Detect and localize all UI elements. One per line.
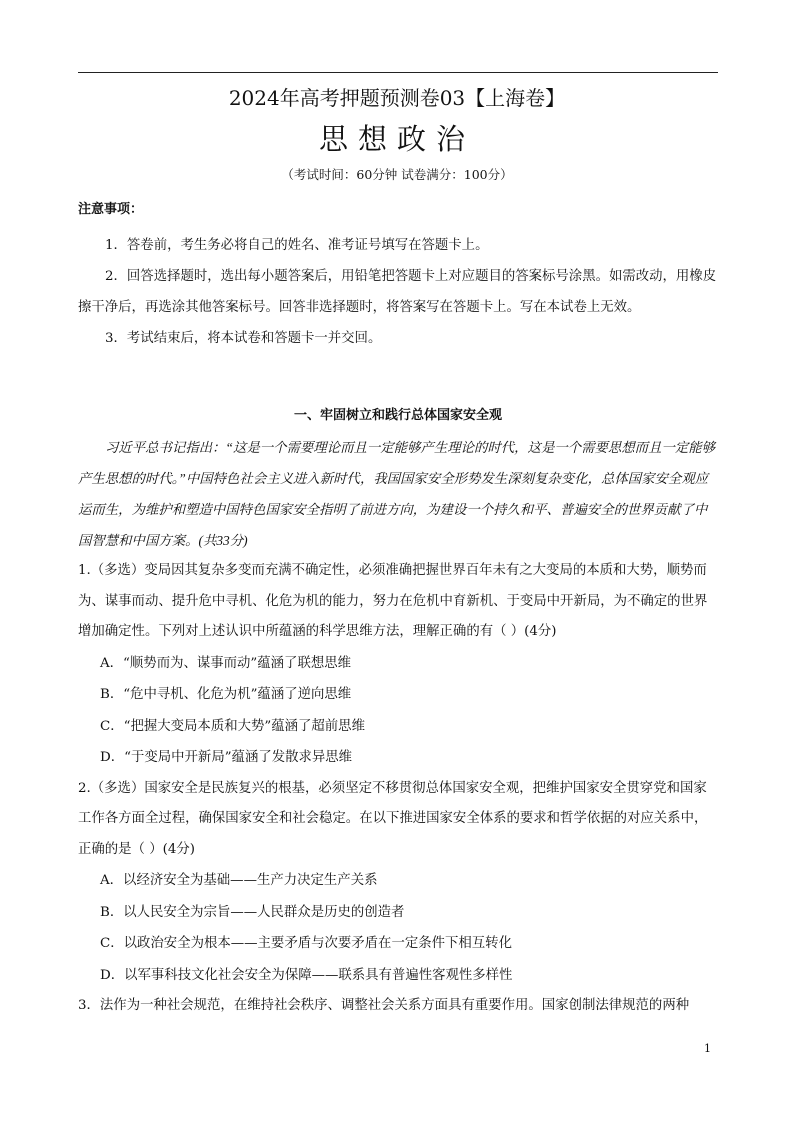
question-3 [78, 991, 718, 1022]
option-a: A．以经济安全为基础——生产力决定生产关系 [100, 873, 378, 888]
question-stem: 1.（多选）变局因其复杂多变而充满不确定性，必须准确把握世界百年未有之大变局的本质和大势，顺势而为、谋事而动、提升危中寻机、化危为机的能力，努力在危机中育新机、于变局中开新局，为不确定的世界增加确定性。下列对上述认识中所蕴涵的科学思维方法，理解正确的有（ ）(4分) [78, 563, 708, 639]
page-number: 1 [704, 1042, 711, 1055]
option-b: B．以人民安全为宗旨——人民群众是历史的创造者 [100, 904, 405, 920]
top-rule [78, 72, 718, 73]
notice-item: 3．考试结束后，将本试卷和答题卡一并交回。 [105, 331, 382, 346]
section-intro: 习近平总书记指出：“这是一个需要理论而且一定能够产生理论的时代，这是一个需要思想而且一定能够产生思想的时代。”中国特色社会主义进入新时代，我国国家安全形势发生深刻复杂变化，总体国家安全观应运而生，为维护和塑造中国特色国家安全指明了前进方向，为建设一个持久和平、普遍安全的世界贡献了中国智慧和中国方案。(共33分) [78, 440, 716, 548]
option-d: D．“于变局中开新局”蕴涵了发散求异思维 [100, 750, 353, 765]
exam-info: （考试时间：60分钟 试卷满分：100分） [281, 167, 513, 182]
option-c: C．“把握大变局本质和大势”蕴涵了超前思维 [100, 718, 365, 734]
notice-item: 1．答卷前，考生务必将自己的姓名、准考证号填写在答题卡上。 [105, 238, 489, 253]
question-2 [78, 774, 718, 992]
option-c: C．以政治安全为根本——主要矛盾与次要矛盾在一定条件下相互转化 [100, 936, 512, 951]
question-1 [78, 556, 718, 774]
option-d: D．以军事科技文化社会安全为保障——联系具有普遍性客观性多样性 [100, 967, 513, 983]
question-stem: 3．法作为一种社会规范，在维持社会秩序、调整社会关系方面具有重要作用。国家创制法律规范的两种 [78, 998, 690, 1013]
option-b: B．“危中寻机、化危为机”蕴涵了逆向思维 [100, 687, 352, 702]
page-content [78, 200, 718, 1022]
option-a: A．“顺势而为、谋事而动”蕴涵了联想思维 [100, 655, 352, 671]
notice-heading: 注意事项： [78, 202, 144, 217]
exam-title: 2024年高考押题预测卷03【上海卷】 [228, 86, 566, 110]
notice-item: 2．回答选择题时，选出每小题答案后，用铅笔把答题卡上对应题目的答案标号涂黑。如需改动，用橡皮擦干净后，再选涂其他答案标号。回答非选择题时，将答案写在答题卡上。写在本试卷上无效。 [78, 269, 717, 315]
subject-title: 思想政治 [318, 122, 475, 156]
section-title: 一、牢固树立和践行总体国家安全观 [293, 408, 502, 423]
question-stem: 2.（多选）国家安全是民族复兴的根基，必须坚定不移贯彻总体国家安全观，把维护国家安全贯穿党和国家工作各方面全过程，确保国家安全和社会稳定。在以下推进国家安全体系的要求和哲学依据的对应关系中，正确的是（ ）(4分) [78, 780, 708, 857]
